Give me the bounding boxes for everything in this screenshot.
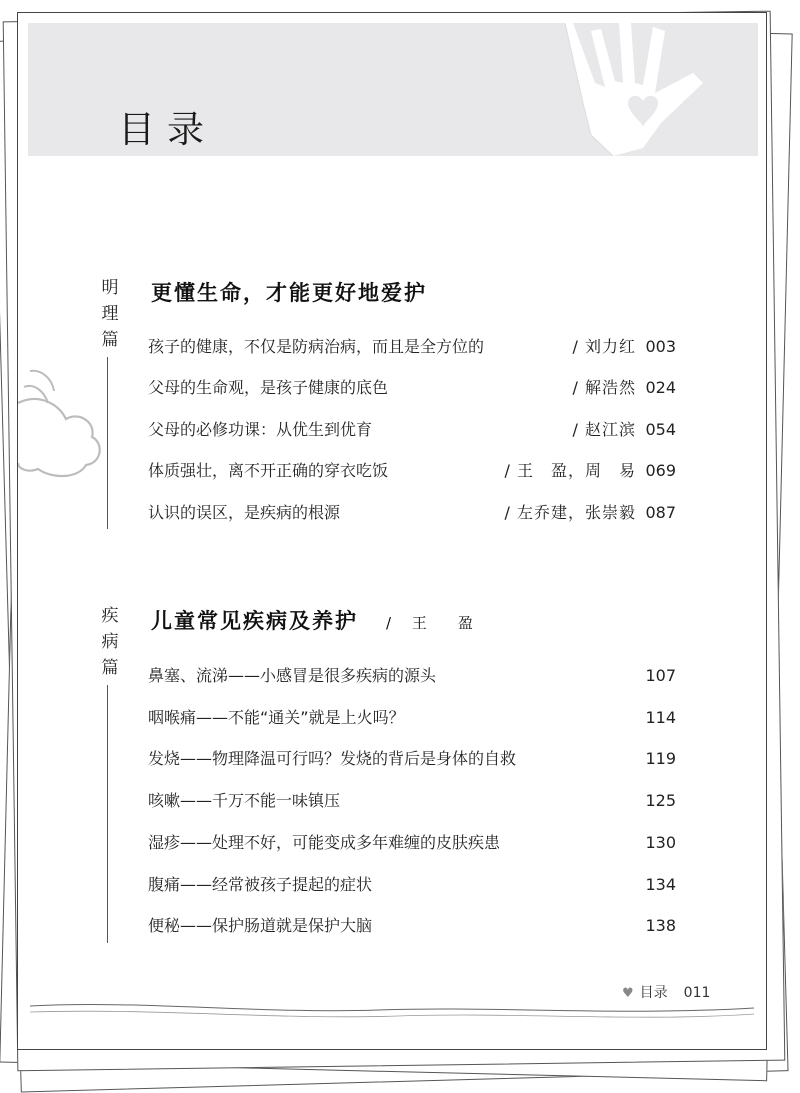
entry-title: 体质强壮，离不开正确的穿衣吃饭 xyxy=(148,461,389,480)
entry-title: 父母的生命观，是孩子健康的底色 xyxy=(148,378,389,397)
page-title: 目录 xyxy=(118,108,216,151)
entry-title: 发烧——物理降温可行吗？发烧的背后是身体的自救 xyxy=(148,749,517,768)
entry-title: 鼻塞、流涕——小感冒是很多疾病的源头 xyxy=(148,666,437,685)
toc-entry[interactable] xyxy=(148,459,676,483)
entry-title: 便秘——保护肠道就是保护大脑 xyxy=(148,916,373,935)
entry-author: / 解浩然 xyxy=(572,378,636,397)
heart-icon: ♥ xyxy=(622,986,634,1001)
toc-entry[interactable] xyxy=(148,873,676,897)
section-title: 更懂生命，才能更好地爱护 xyxy=(151,281,427,305)
toc-entry[interactable] xyxy=(148,501,676,525)
section-divider-line xyxy=(107,357,108,529)
toc-entry[interactable] xyxy=(148,831,676,855)
entry-page: 125 xyxy=(645,791,676,810)
entry-title: 咽喉痛——不能“通关”就是上火吗？ xyxy=(148,708,405,727)
entry-title: 腹痛——经常被孩子提起的症状 xyxy=(148,875,373,894)
section-title: 儿童常见疾病及养护 / 王 盈 xyxy=(151,609,481,633)
entry-page: 107 xyxy=(645,666,676,685)
toc-entry[interactable] xyxy=(148,376,676,400)
entry-page: 130 xyxy=(645,833,676,852)
section-divider-line xyxy=(107,685,108,943)
entry-page: 003 xyxy=(645,337,676,356)
toc-entry[interactable] xyxy=(148,418,676,442)
footer-wave-line xyxy=(18,998,766,1038)
entry-title: 咳嗽——千万不能一味镇压 xyxy=(148,791,341,810)
footer-label: 目录 xyxy=(639,985,668,1001)
toc-entry[interactable] xyxy=(148,789,676,813)
toc-page xyxy=(17,12,767,1050)
entry-author: / 赵江滨 xyxy=(572,420,636,439)
cloud-doodle-icon xyxy=(18,363,108,483)
entry-title: 孩子的健康，不仅是防病治病，而且是全方位的 xyxy=(148,337,485,356)
entry-page: 138 xyxy=(645,916,676,935)
section-label-mingli: 明 理 篇 xyxy=(101,278,119,350)
toc-entry[interactable] xyxy=(148,706,676,730)
entry-page: 114 xyxy=(645,708,676,727)
entry-author: / 左乔建，张崇毅 xyxy=(504,503,636,522)
entry-author: / 王 盈，周 易 xyxy=(504,461,636,480)
entry-title: 父母的必修功课：从优生到优育 xyxy=(148,420,373,439)
entry-title: 认识的误区，是疾病的根源 xyxy=(148,503,341,522)
section-label-jibing: 疾 病 篇 xyxy=(101,606,119,678)
entry-author: / 刘力红 xyxy=(572,337,636,356)
toc-entry[interactable] xyxy=(148,664,676,688)
section-author: / 王 盈 xyxy=(386,614,481,632)
hand-heart-icon xyxy=(543,23,758,156)
toc-entry[interactable] xyxy=(148,747,676,771)
entry-page: 087 xyxy=(645,503,676,522)
entry-page: 024 xyxy=(645,378,676,397)
footer-page-number: 011 xyxy=(683,985,711,1001)
entry-title: 湿疹——处理不好，可能变成多年难缠的皮肤疾患 xyxy=(148,833,501,852)
entry-page: 069 xyxy=(645,461,676,480)
toc-entry[interactable] xyxy=(148,914,676,938)
entry-page: 054 xyxy=(645,420,676,439)
toc-entry[interactable] xyxy=(148,335,676,359)
entry-page: 119 xyxy=(645,749,676,768)
entry-page: 134 xyxy=(645,875,676,894)
